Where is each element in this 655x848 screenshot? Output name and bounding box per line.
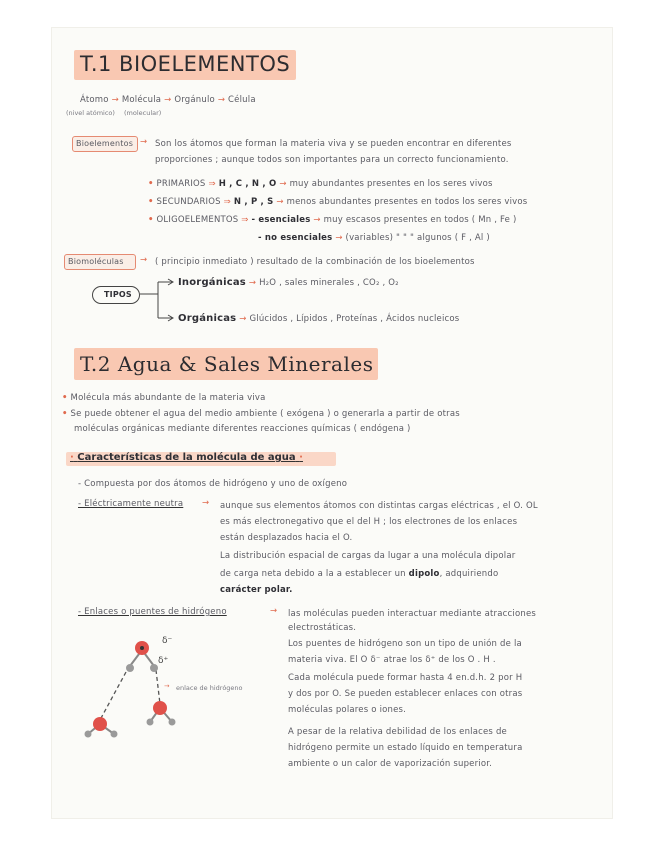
primarios-desc: muy abundantes presentes en los seres vivos — [289, 179, 493, 189]
biomoleculas-label: Biomoléculas — [68, 257, 124, 266]
c2-line-5-text: de carga neta debido a la a establecer un — [220, 569, 406, 579]
tipos-label: TIPOS — [104, 290, 132, 299]
bioelementos-def-1: Son los átomos que forman la materia viva y se pueden encontrar en diferentes — [155, 139, 512, 149]
c1-text: - Compuesta por dos átomos de hidrógeno y uno de oxígeno — [78, 479, 348, 489]
c3-line-8: A pesar de la relativa debilidad de los enlaces de — [288, 727, 507, 737]
no-esenciales-row: - no esenciales → (variables) " " " algunos ( F , Al ) — [258, 233, 490, 243]
c3-line-4: materia viva. El O δ⁻ atrae los δ⁺ de los O . H . — [288, 655, 496, 665]
arrow-icon: → — [140, 255, 148, 265]
caract-title-text: Características de la molécula de agua — [77, 452, 296, 463]
organicas-desc: Glúcidos , Lípidos , Proteínas , Ácidos nucleicos — [249, 314, 460, 324]
inorganicas-desc: H₂O , sales minerales , CO₂ , O₂ — [259, 278, 399, 288]
caracter-polar: carácter polar. — [220, 585, 293, 595]
secundarios-row: • SECUNDARIOS ⇒ N , P , S → menos abundantes presentes en todos los seres vivos — [148, 197, 528, 207]
arrow-icon: → — [270, 606, 278, 616]
c3-label: - Enlaces o puentes de hidrógeno — [78, 607, 227, 617]
arrow-icon: → — [140, 137, 148, 147]
chain-sub-1: (nivel atómico) — [66, 109, 115, 117]
bullet-2-text: Se puede obtener el agua del medio ambiente ( exógena ) o generarla a partir de otras — [70, 409, 460, 419]
c3-line-5: Cada molécula puede formar hasta 4 en.d.h. 2 por H — [288, 673, 523, 683]
c2-line-2: es más electronegativo que el del H ; los electrones de los enlaces — [220, 517, 518, 527]
dipolo-word: dipolo — [408, 569, 440, 579]
caract-title: · Características de la molécula de agua · — [70, 452, 303, 463]
c3-line-2: electrostáticas. — [288, 623, 357, 633]
c2-label: - Eléctricamente neutra — [78, 499, 184, 509]
oligo-row: • OLIGOELEMENTOS ⇒ - esenciales → muy escasos presentes en todos ( Mn , Fe ) — [148, 215, 517, 225]
chain-sub-2: (molecular) — [124, 109, 162, 117]
c3-line-1: las moléculas pueden interactuar mediante atracciones — [288, 609, 536, 619]
notebook-page — [52, 28, 612, 818]
inorganicas-row: Inorgánicas → H₂O , sales minerales , CO₂ , O₂ — [178, 277, 399, 288]
c2-line-6: , adquiriendo — [439, 569, 499, 579]
organicas-label: Orgánicas — [178, 313, 237, 324]
bullet-1: • Molécula más abundante de la materia viva — [62, 393, 266, 403]
oligo-label: OLIGOELEMENTOS — [156, 215, 239, 225]
primarios-elems: H , C , N , O — [218, 179, 277, 189]
primarios-label: PRIMARIOS — [156, 179, 206, 189]
c3-line-9: hidrógeno permite un estado líquido en temperatura — [288, 743, 523, 753]
esenciales-label: - esenciales — [251, 215, 311, 225]
primarios-row: • PRIMARIOS ⇒ H , C , N , O → muy abundantes presentes en los seres vivos — [148, 179, 493, 189]
level-chain: Átomo → Molécula → Orgánulo → Célula — [80, 95, 256, 105]
chain-organulo: Orgánulo — [174, 95, 215, 105]
inorganicas-label: Inorgánicas — [178, 277, 246, 288]
c3-line-7: moléculas polares o iones. — [288, 705, 407, 715]
biomoleculas-def: ( principio inmediato ) resultado de la combinación de los bioelementos — [155, 257, 475, 267]
bullet-1-text: Molécula más abundante de la materia viva — [70, 393, 266, 403]
section2-title: T.2 Agua & Sales Minerales — [80, 352, 374, 376]
no-esenciales-desc: (variables) " " " algunos ( F , Al ) — [345, 233, 490, 243]
chain-celula: Célula — [228, 95, 256, 105]
c2-line-5 — [220, 568, 498, 581]
c3-line-10: ambiente o un calor de vaporización superior. — [288, 759, 493, 769]
delta-minus-label: δ⁻ — [162, 636, 173, 646]
esenciales-desc: muy escasos presentes en todos ( Mn , Fe ) — [323, 215, 517, 225]
c2-line-4: La distribución espacial de cargas da lugar a una molécula dipolar — [220, 551, 516, 561]
organicas-row: Orgánicas → Glúcidos , Lípidos , Proteínas , Ácidos nucleicos — [178, 313, 460, 324]
arrow-icon: → — [164, 682, 170, 690]
delta-plus-label: δ⁺ — [158, 656, 169, 666]
secundarios-elems: N , P , S — [233, 197, 274, 207]
no-esenciales-label: - no esenciales — [258, 233, 333, 243]
secundarios-label: SECUNDARIOS — [156, 197, 221, 207]
arrow-icon: → — [202, 498, 210, 508]
chain-molecula: Molécula — [121, 95, 162, 105]
c2-line-1: aunque sus elementos átomos con distintas cargas eléctricas , el O. OL — [220, 501, 538, 511]
branch-lines — [138, 276, 178, 326]
c2-line-3: están desplazados hacia el O. — [220, 533, 353, 543]
c3-line-6: y dos por O. Se pueden establecer enlaces con otras — [288, 689, 523, 699]
bioelementos-label: Bioelementos — [76, 139, 134, 148]
c3-line-3: Los puentes de hidrógeno son un tipo de unión de la — [288, 639, 522, 649]
enlace-label: enlace de hidrógeno — [176, 684, 243, 692]
bioelementos-def-2: proporciones ; aunque todos son importantes para un correcto funcionamiento. — [155, 155, 509, 165]
section1-title: T.1 BIOELEMENTOS — [80, 52, 291, 76]
bullet-2: • Se puede obtener el agua del medio ambiente ( exógena ) o generarla a partir de otras — [62, 409, 460, 419]
bullet-2-cont: moléculas orgánicas mediante diferentes reacciones químicas ( endógena ) — [74, 424, 411, 434]
chain-atomo: Átomo — [80, 95, 109, 105]
secundarios-desc: menos abundantes presentes en todos los seres vivos — [286, 197, 528, 207]
